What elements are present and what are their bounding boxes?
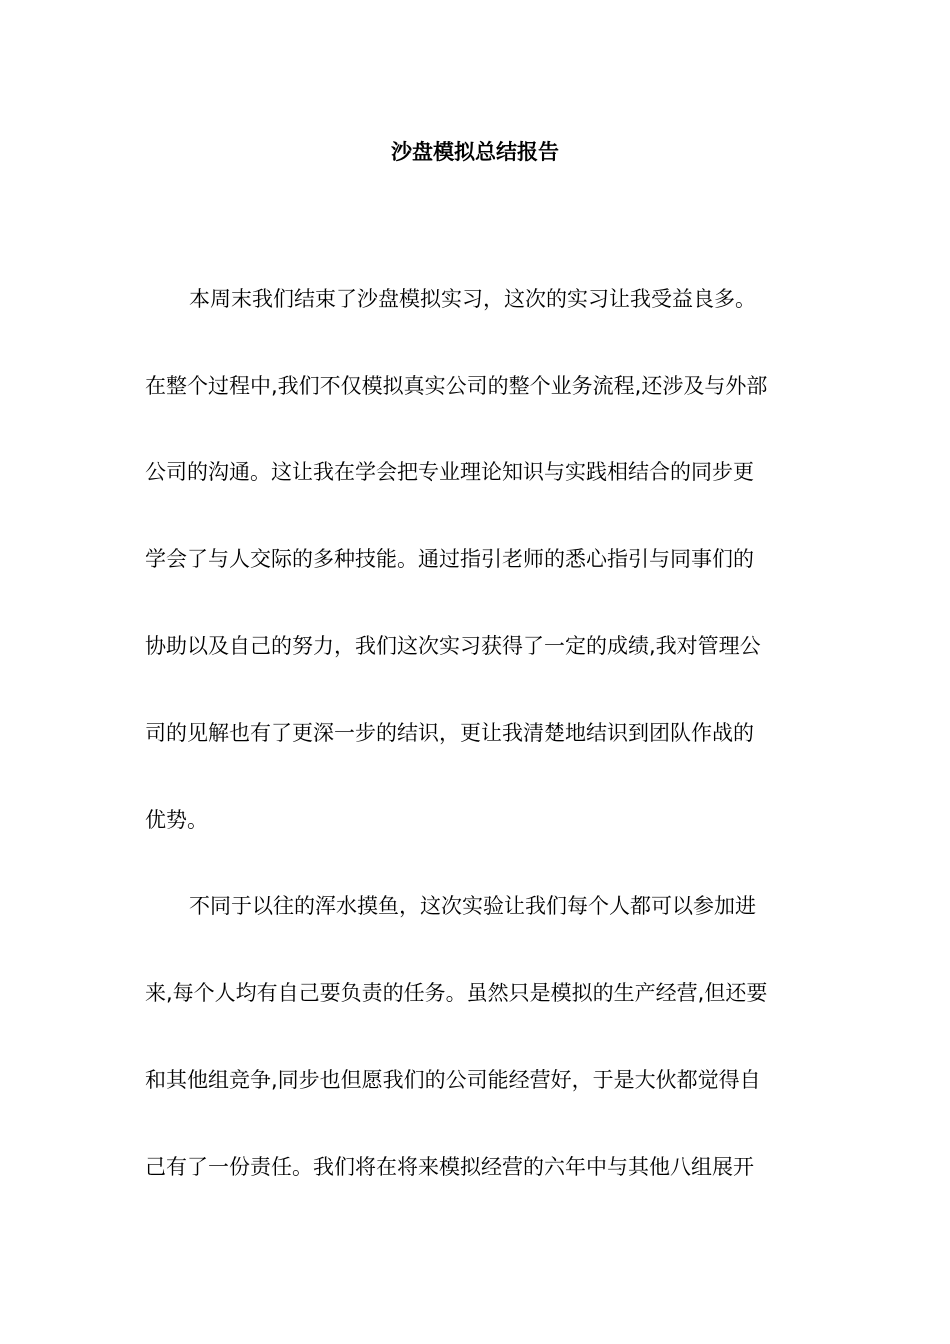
paragraph-1-line-5: 协助以及自己的努力，我们这次实习获得了一定的成绩,我对管理公 [145,634,761,658]
paragraph-1-line-2: 在整个过程中,我们不仅模拟真实公司的整个业务流程,还涉及与外部 [145,374,768,398]
paragraph-2-line-4: 己有了一份责任。我们将在将来模拟经营的六年中与其他八组展开 [145,1155,754,1179]
paragraph-1-line-1: 本周末我们结束了沙盘模拟实习，这次的实习让我受益良多。 [189,287,756,311]
paragraph-2-line-2: 来,每个人均有自己要负责的任务。虽然只是模拟的生产经营,但还要 [145,981,768,1005]
document-title: 沙盘模拟总结报告 [391,140,559,164]
paragraph-1-line-6: 司的见解也有了更深一步的结识，更让我清楚地结识到团队作战的 [145,721,754,745]
paragraph-1-line-4: 学会了与人交际的多种技能。通过指引老师的悉心指引与同事们的 [145,547,754,571]
paragraph-1-line-7: 优势。 [145,808,208,832]
paragraph-2-line-3: 和其他组竞争,同步也但愿我们的公司能经营好，于是大伙都觉得自 [145,1068,761,1092]
paragraph-2-line-1: 不同于以往的浑水摸鱼，这次实验让我们每个人都可以参加进 [189,894,756,918]
paragraph-1-line-3: 公司的沟通。这让我在学会把专业理论知识与实践相结合的同步更 [145,460,754,484]
